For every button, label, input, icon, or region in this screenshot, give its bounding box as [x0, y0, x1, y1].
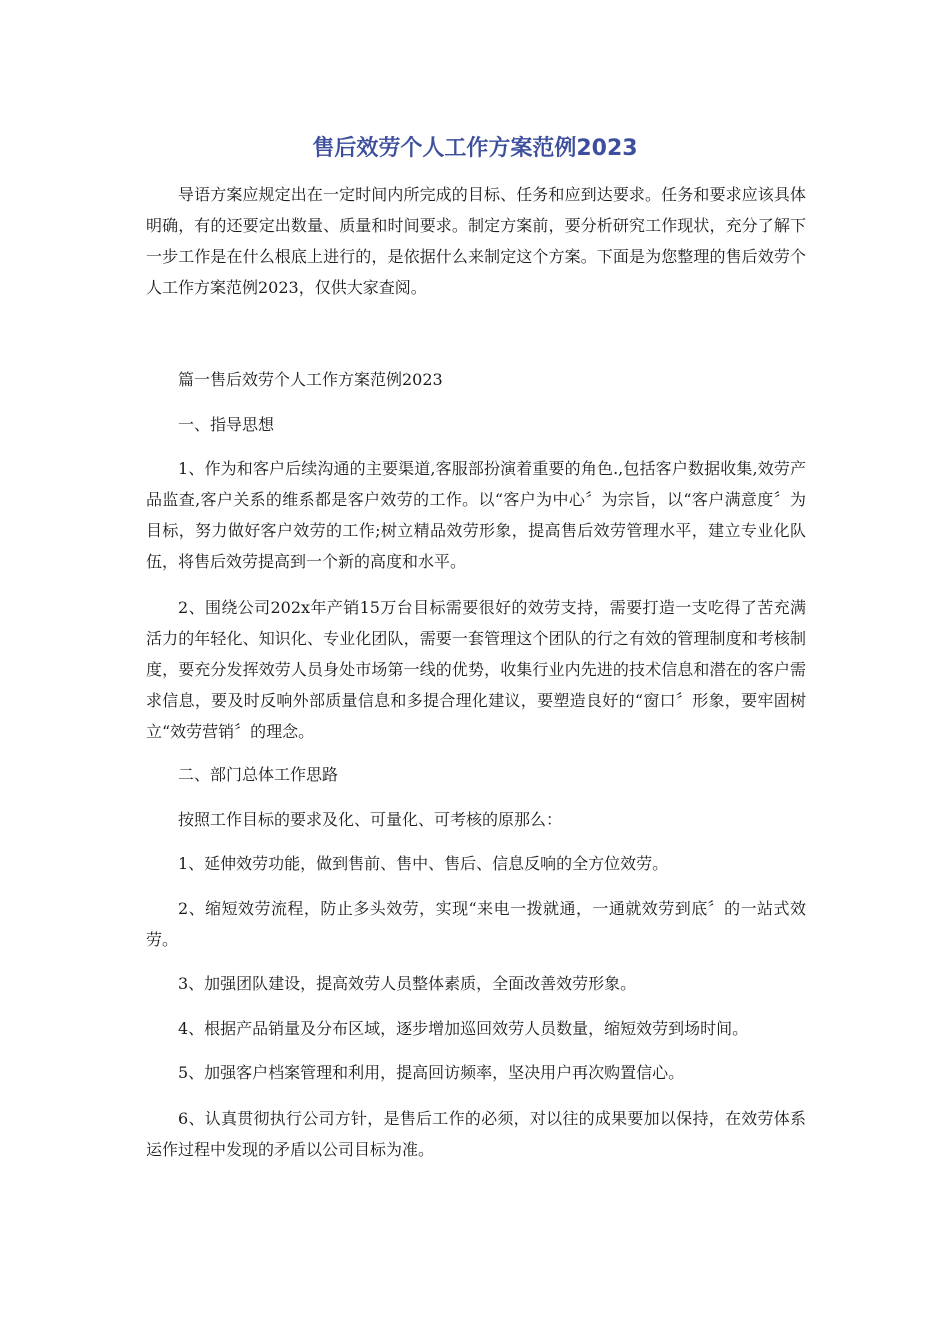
list-item: 2、缩短效劳流程，防止多头效劳，实现“来电一拨就通，一通就效劳到底〞的一站式效劳。	[146, 899, 806, 949]
intro-paragraph: 导语方案应规定出在一定时间内所完成的目标、任务和应到达要求。任务和要求应该具体明确，有的还要定出数量、质量和时间要求。制定方案前，要分析研究工作现状，充分了解下一步工作是在什么根底上进行的，是依据什么来制定这个方案。下面是为您整理的售后效劳个人工作方案范例2023，仅供大家查阅。	[146, 185, 806, 297]
list-item: 6、认真贯彻执行公司方针，是售后工作的必须，对以往的成果要加以保持，在效劳体系运作过程中发现的矛盾以公司目标为准。	[146, 1109, 806, 1159]
part1-heading: 一、指导思想	[178, 415, 275, 434]
list-item: 3、加强团队建设，提高效劳人员整体素质，全面改善效劳形象。	[178, 974, 637, 993]
section-title: 篇一售后效劳个人工作方案范例2023	[178, 370, 443, 389]
part1-paragraph-2: 2、围绕公司202x年产销15万台目标需要很好的效劳支持，需要打造一支吃得了苦充满活力的年轻化、知识化、专业化团队，需要一套管理这个团队的行之有效的管理制度和考核制度，要充分发挥效劳人员身处市场第一线的优势，收集行业内先进的技术信息和潜在的客户需求信息，要及时反响外部质量信息和多提合理化建议，要塑造良好的“窗口〞形象，要牢固树立“效劳营销〞的理念。	[146, 598, 806, 741]
list-item: 5、加强客户档案管理和利用，提高回访频率，坚决用户再次购置信心。	[178, 1063, 685, 1082]
document-title: 售后效劳个人工作方案范例2023	[312, 136, 638, 161]
part2-heading: 二、部门总体工作思路	[178, 765, 339, 784]
part2-lead: 按照工作目标的要求及化、可量化、可考核的原那么：	[178, 810, 563, 829]
part1-paragraph-1: 1、作为和客户后续沟通的主要渠道,客服部扮演着重要的角色.,包括客户数据收集,效劳产品监查,客户关系的维系都是客户效劳的工作。以“客户为中心〞为宗旨，以“客户满意度〞为目标，努力做好客户效劳的工作;树立精品效劳形象，提高售后效劳管理水平，建立专业化队伍，将售后效劳提高到一个新的高度和水平。	[146, 459, 806, 571]
list-item: 4、根据产品销量及分布区域，逐步增加巡回效劳人员数量，缩短效劳到场时间。	[178, 1019, 749, 1038]
list-item: 1、延伸效劳功能，做到售前、售中、售后、信息反响的全方位效劳。	[178, 854, 669, 873]
